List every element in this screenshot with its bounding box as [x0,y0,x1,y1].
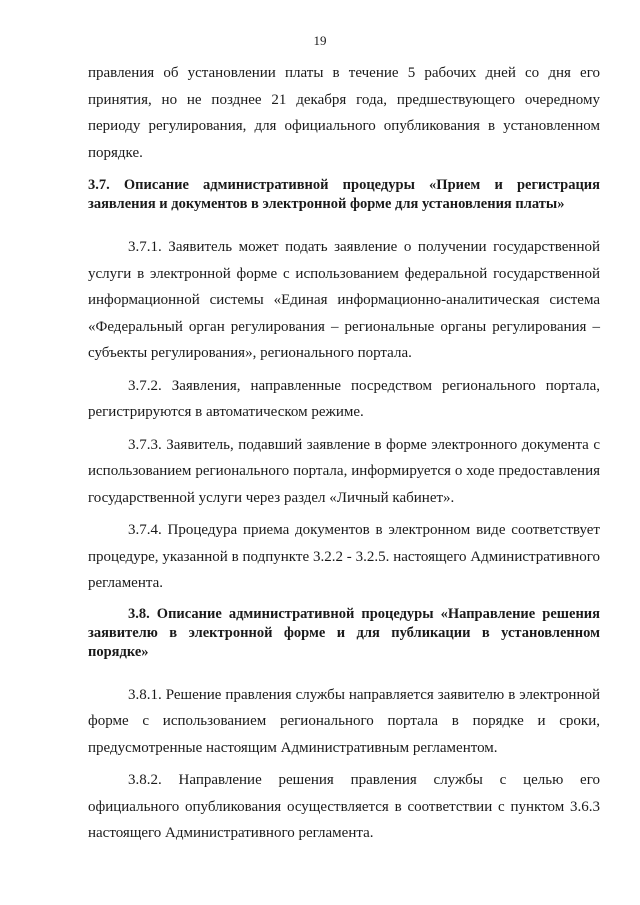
document-body [88,60,600,853]
paragraph-3-8-1: 3.8.1. Решение правления службы направляется заявителю в электронной форме с использованием регионального портала в порядке и сроки, предусмотренные настоящим Административным регламентом. [88,686,600,756]
paragraph-3-7-3: 3.7.3. Заявитель, подавший заявление в форме электронного документа с использованием регионального портала, информируется о ходе предоставления государственной услуги через раздел «Личный кабинет». [88,436,600,506]
paragraph-continued: правления об установлении платы в течение 5 рабочих дней со дня его принятия, но не позднее 21 декабря года, предшествующего очередному периоду регулирования, для официального опубликования в установленном порядке. [88,65,600,161]
section-heading-3-7: 3.7. Описание административной процедуры «Прием и регистрация заявления и документов в электронной форме для установления платы» [88,177,600,212]
page-number: 19 [313,33,327,48]
paragraph-3-7-4: 3.7.4. Процедура приема документов в электронном виде соответствует процедуре, указанной в подпункте 3.2.2 - 3.2.5. настоящего Административного регламента. [88,522,600,591]
paragraph-3-7-1: 3.7.1. Заявитель может подать заявление о получении государственной услуги в электронной форме с использованием федеральной государственной информационной системы «Единая информационно-аналитическая система «Федеральный орган регулирования – региональные органы регулирования – субъекты регулирования», регионального портала. [88,239,600,361]
section-heading-3-8: 3.8. Описание административной процедуры «Направление решения заявителю в электронной форме и для публикации в установленном порядке» [88,605,600,660]
paragraph-3-7-2: 3.7.2. Заявления, направленные посредством регионального портала, регистрируются в автоматическом режиме. [88,377,600,420]
paragraph-3-8-2: 3.8.2. Направление решения правления службы с целью его официального опубликования осуществляется в соответствии с пунктом 3.6.3 настоящего Административного регламента. [88,772,600,841]
